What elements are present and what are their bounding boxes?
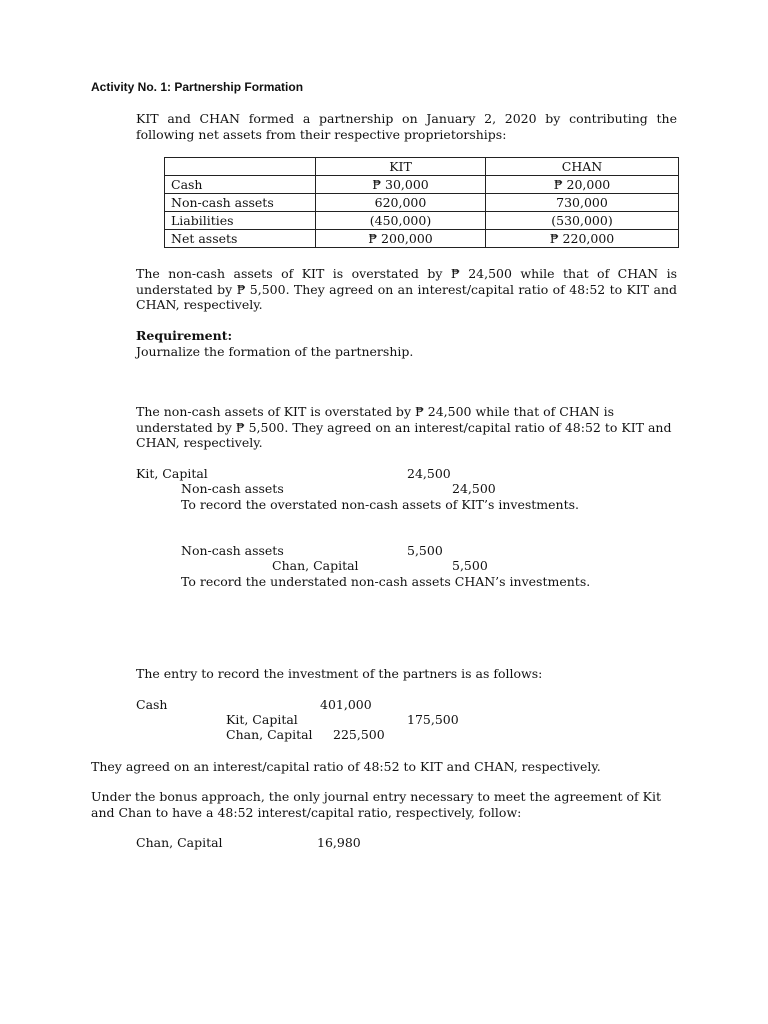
table-cell: ₱ 200,000 — [316, 230, 486, 248]
requirement-label: Requirement: — [136, 328, 233, 343]
table-cell: (530,000) — [486, 212, 679, 230]
table-row — [165, 230, 679, 248]
table-cell: Cash — [165, 176, 316, 194]
entry2-debit-amount: 5,500 — [407, 543, 443, 558]
table-header-cell — [165, 158, 316, 176]
entry1-credit-account: Non-cash assets — [181, 481, 284, 496]
entry4-debit-amount: 16,980 — [317, 835, 361, 850]
investment-intro: The entry to record the investment of the partners is as follows: — [136, 666, 543, 681]
table-row — [165, 212, 679, 230]
table-cell: ₱ 30,000 — [316, 176, 486, 194]
table-cell: ₱ 220,000 — [486, 230, 679, 248]
bonus-paragraph: Under the bonus approach, the only journal entry necessary to meet the agreement of Kit and Chan to have a 48:52 interest/capital ratio, respectively, follow: — [91, 789, 661, 820]
entry3-credit1-account: Kit, Capital — [226, 712, 298, 727]
entry1-debit-account: Kit, Capital — [136, 466, 208, 481]
entry2-debit-account: Non-cash assets — [181, 543, 284, 558]
table-cell: Non-cash assets — [165, 194, 316, 212]
entry1-credit-amount: 24,500 — [452, 481, 496, 496]
table-cell: (450,000) — [316, 212, 486, 230]
entry3-credit2-amount: 225,500 — [333, 727, 385, 742]
ratio-text: They agreed on an interest/capital ratio of 48:52 to KIT and CHAN, respectively. — [91, 759, 601, 774]
table-header-cell: CHAN — [486, 158, 679, 176]
activity-heading: Activity No. 1: Partnership Formation — [91, 80, 304, 94]
table-cell: Net assets — [165, 230, 316, 248]
entry2-credit-amount: 5,500 — [452, 558, 488, 573]
entry3-credit2-account: Chan, Capital — [226, 727, 313, 742]
answer-intro-paragraph: The non-cash assets of KIT is overstated by ₱ 24,500 while that of CHAN is understated by ₱ 5,500. They agreed on an interest/capital ratio of 48:52 to KIT and CHAN, respectively. — [136, 404, 672, 450]
entry1-debit-amount: 24,500 — [407, 466, 451, 481]
net-assets-table — [164, 157, 679, 248]
entry1-explanation: To record the overstated non-cash assets of KIT’s investments. — [181, 497, 579, 512]
table-cell: 730,000 — [486, 194, 679, 212]
problem-paragraph: The non-cash assets of KIT is overstated by ₱ 24,500 while that of CHAN is understated by ₱ 5,500. They agreed on an interest/capital ratio of 48:52 to KIT and CHAN, respectively. — [136, 266, 677, 312]
intro-paragraph: KIT and CHAN formed a partnership on January 2, 2020 by contributing the following net assets from their respective proprietorships: — [136, 111, 677, 142]
entry2-explanation: To record the understated non-cash assets CHAN’s investments. — [181, 574, 591, 589]
table-row — [165, 176, 679, 194]
entry2-credit-account: Chan, Capital — [272, 558, 359, 573]
entry3-debit-account: Cash — [136, 697, 168, 712]
requirement-text: Journalize the formation of the partnership. — [136, 344, 414, 359]
table-header-row — [165, 158, 679, 176]
table-cell: 620,000 — [316, 194, 486, 212]
entry3-debit-amount: 401,000 — [320, 697, 372, 712]
table-header-cell: KIT — [316, 158, 486, 176]
table-cell: Liabilities — [165, 212, 316, 230]
table-row — [165, 194, 679, 212]
table-cell: ₱ 20,000 — [486, 176, 679, 194]
entry4-debit-account: Chan, Capital — [136, 835, 223, 850]
entry3-credit1-amount: 175,500 — [407, 712, 459, 727]
